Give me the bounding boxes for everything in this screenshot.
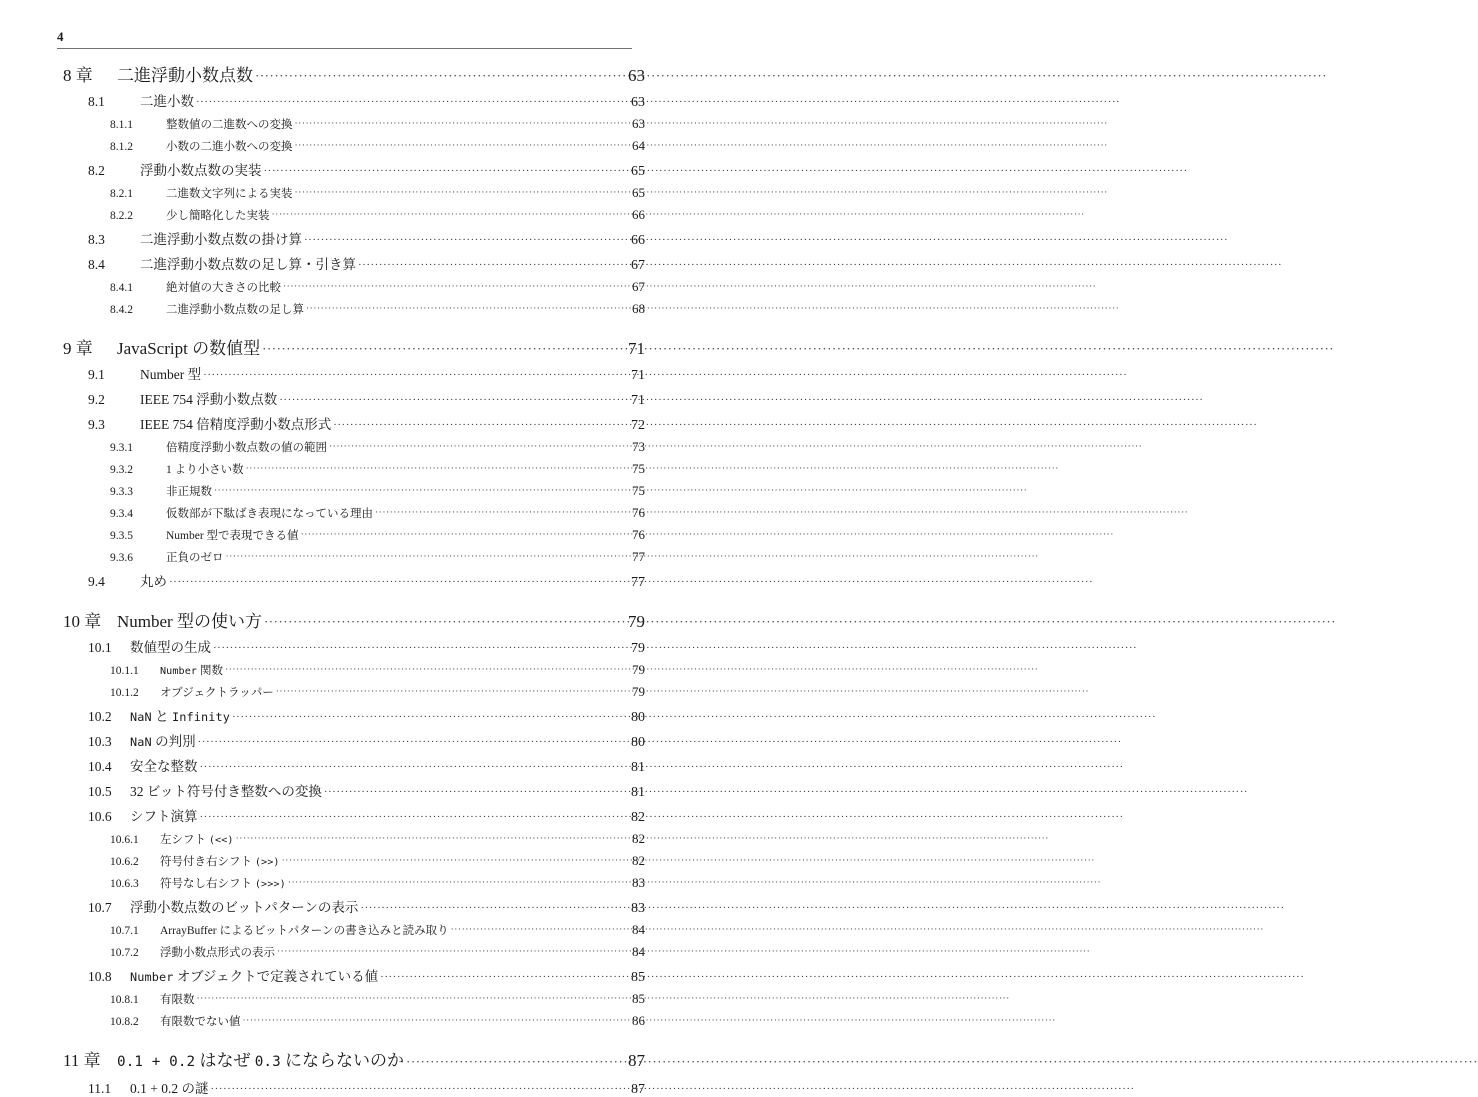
dot-leader (306, 303, 620, 316)
toc-entry-number: 10.6 (88, 809, 112, 824)
toc-entry-number: 8.1.1 (110, 119, 133, 131)
mono-run: Number (160, 666, 198, 677)
dot-leader (295, 118, 621, 131)
toc-entry-title: 有限数 (160, 994, 195, 1006)
toc-entry-title: 二進数文字列による実装 (166, 188, 293, 200)
toc-entry-subsection[interactable] (57, 832, 645, 847)
toc-entry-title: 非正規数 (166, 486, 212, 498)
toc-entry-title: 二進浮動小数点数の足し算・引き算 (140, 257, 356, 272)
toc-entry-title: 左シフト (<<) (160, 834, 234, 846)
toc-entry-title: Number 型の使い方 (117, 612, 262, 631)
dot-leader (200, 810, 619, 825)
toc-entry-number: 9.1 (88, 367, 105, 382)
dot-leader (324, 785, 618, 800)
toc-entry-subsection[interactable] (57, 992, 645, 1007)
toc-entry-title: 浮動小数点数の実装 (140, 163, 262, 178)
toc-entry-title: 絶対値の大きさの比較 (166, 282, 281, 294)
dot-leader (213, 641, 618, 656)
toc-entry-number: 10.6.2 (110, 856, 139, 868)
toc-entry-page: 75 (632, 483, 645, 498)
toc-entry-page: 85 (631, 970, 645, 985)
dot-leader (196, 95, 618, 110)
toc-entry-title: Number オブジェクトで定義されている値 (130, 969, 379, 984)
toc-entry-page: 87 (631, 1082, 645, 1097)
dot-leader (225, 664, 620, 677)
toc-entry-number: 8.4.2 (110, 304, 133, 316)
toc-entry-number: 8.2.2 (110, 210, 133, 222)
dot-leader (279, 393, 618, 408)
dot-leader (276, 686, 620, 699)
toc-entry-number: 9.3.5 (110, 530, 133, 542)
mono-run: (>>) (254, 857, 280, 868)
dot-leader (380, 970, 618, 985)
toc-entry-title: 倍精度浮動小数点数の値の範囲 (166, 442, 327, 454)
toc-entry-title: 浮動小数点数のビットパターンの表示 (130, 900, 359, 915)
dot-leader (262, 339, 603, 358)
dot-leader (288, 877, 620, 890)
toc-entry-page: 76 (632, 505, 645, 520)
toc-entry-number: 10.7 (88, 900, 112, 915)
toc-entry-title: 安全な整数 (130, 759, 198, 774)
toc-entry-page: 82 (632, 831, 645, 846)
toc-entry-number: 8.3 (88, 232, 105, 247)
toc-entry-page: 67 (632, 279, 645, 294)
toc-entry-title: 0.1 + 0.2 の謎 (130, 1081, 209, 1096)
toc-entry-page: 64 (632, 138, 645, 153)
toc-entry-section[interactable] (57, 1081, 645, 1097)
dot-leader (200, 760, 619, 775)
toc-entry-section[interactable] (57, 784, 645, 800)
toc-entry-number: 8 章 (63, 66, 93, 85)
toc-entry-title: 少し簡略化した実装 (166, 210, 270, 222)
toc-entry-section[interactable] (57, 640, 645, 656)
toc-entry-number: 10.1 (88, 640, 112, 655)
toc-entry-page: 79 (631, 641, 645, 656)
toc-entry-page: 80 (631, 735, 645, 750)
toc-entry-section[interactable] (57, 257, 645, 273)
toc-entry-section[interactable] (57, 969, 645, 985)
dot-leader (358, 258, 618, 273)
dot-leader (214, 485, 620, 498)
dot-leader (329, 441, 620, 454)
toc-entry-subsection[interactable] (57, 876, 645, 891)
mono-run: NaN (130, 735, 152, 749)
dot-leader (211, 1082, 619, 1097)
toc-entry-section[interactable] (57, 734, 645, 750)
toc-entry-page: 73 (632, 439, 645, 454)
toc-entry-title: 0.1 + 0.2 はなぜ 0.3 にならないのか (117, 1051, 405, 1070)
folio-number: 4 (57, 29, 64, 44)
dot-leader (451, 924, 620, 937)
toc-entry-page: 79 (632, 662, 645, 677)
toc-entry-page: 83 (631, 901, 645, 916)
toc-entry-title: 丸め (140, 574, 167, 589)
toc-entry-page: 76 (632, 527, 645, 542)
toc-entry-number: 9.4 (88, 574, 105, 589)
dot-leader (169, 575, 618, 590)
toc-entry-number: 10.7.2 (110, 947, 139, 959)
toc-entry-subsection[interactable] (57, 923, 645, 938)
toc-entry-page: 63 (631, 95, 645, 110)
toc-entry-page: 86 (632, 1013, 645, 1028)
toc-entry-subsection[interactable] (57, 945, 645, 960)
toc-entry-title: 小数の二進小数への変換 (166, 141, 293, 153)
toc-entry-page: 79 (628, 612, 645, 631)
toc-entry-title: 正負のゼロ (166, 552, 224, 564)
toc-entry-page: 71 (628, 339, 645, 358)
toc-entry-page: 66 (632, 207, 645, 222)
toc-entry-chapter[interactable] (57, 1051, 645, 1072)
toc-entry-title: JavaScript の数値型 (117, 339, 261, 358)
dot-leader (226, 551, 621, 564)
toc-entry-number: 9 章 (63, 339, 93, 358)
toc-entry-chapter[interactable] (57, 339, 645, 358)
toc-entry-number: 9.3.4 (110, 508, 133, 520)
toc-entry-page: 87 (628, 1051, 645, 1070)
toc-entry-section[interactable] (57, 417, 645, 433)
toc-entry-number: 8.4 (88, 257, 105, 272)
dot-leader (236, 833, 620, 846)
toc-entry-page: 77 (632, 549, 645, 564)
toc-entry-number: 10.3 (88, 734, 112, 749)
toc-entry-subsection[interactable] (57, 484, 645, 499)
toc-entry-page: 71 (631, 368, 645, 383)
dot-leader (243, 1015, 621, 1028)
dot-leader (246, 463, 620, 476)
toc-entry-number: 10.1.1 (110, 665, 139, 677)
toc-entry-title: Number 型 (140, 367, 202, 382)
toc-entry-section[interactable] (57, 709, 645, 725)
toc-entry-subsection[interactable] (57, 186, 645, 201)
toc-page (0, 0, 725, 1097)
toc-entry-page: 79 (632, 684, 645, 699)
mono-run: Number (130, 970, 174, 984)
toc-entry-section[interactable] (57, 163, 645, 179)
toc-entry-page: 84 (632, 944, 645, 959)
dot-leader (198, 735, 618, 750)
toc-entry-title: オブジェクトラッパー (160, 687, 274, 699)
toc-entry-number: 10.8.2 (110, 1016, 139, 1028)
toc-entry-page: 65 (631, 164, 645, 179)
toc-entry-number: 10.6.3 (110, 878, 139, 890)
toc-entry-page: 80 (631, 710, 645, 725)
toc-entry-number: 11 章 (63, 1051, 101, 1070)
toc-entry-section[interactable] (57, 232, 645, 248)
toc-entry-number: 8.4.1 (110, 282, 133, 294)
toc-entry-number: 8.2.1 (110, 188, 133, 200)
toc-entry-number: 9.3.3 (110, 486, 133, 498)
mono-run: (<<) (208, 835, 234, 846)
toc-entry-chapter[interactable] (57, 66, 645, 85)
toc-entry-chapter[interactable] (57, 612, 645, 631)
toc-entry-subsection[interactable] (57, 854, 645, 869)
toc-entry-page: 75 (632, 461, 645, 476)
toc-entry-subsection[interactable] (57, 506, 645, 521)
toc-entry-title: 有限数でない値 (160, 1016, 241, 1028)
mono-run: NaN (130, 710, 152, 724)
toc-entry-title: Number 関数 (160, 665, 223, 677)
toc-entry-number: 10.4 (88, 759, 112, 774)
toc-entry-subsection[interactable] (57, 685, 645, 700)
toc-entry-number: 10.1.2 (110, 687, 139, 699)
toc-entry-title: IEEE 754 倍精度浮動小数点形式 (140, 417, 332, 432)
dot-leader (333, 418, 618, 433)
dot-leader (197, 993, 621, 1006)
toc-entry-subsection[interactable] (57, 440, 645, 455)
table-of-contents (57, 66, 645, 1097)
header-rule (57, 48, 632, 49)
toc-entry-title: 32 ビット符号付き整数への変換 (130, 784, 322, 799)
dot-leader (282, 855, 620, 868)
toc-entry-page: 71 (631, 393, 645, 408)
toc-entry-title: 浮動小数点形式の表示 (160, 947, 275, 959)
toc-entry-title: Number 型で表現できる値 (166, 530, 299, 542)
toc-entry-number: 10 章 (63, 612, 102, 631)
toc-entry-subsection[interactable] (57, 117, 645, 132)
toc-entry-page: 65 (632, 185, 645, 200)
toc-entry-title: 符号なし右シフト (>>>) (160, 878, 286, 890)
dot-leader (295, 187, 621, 200)
toc-entry-section[interactable] (57, 94, 645, 110)
toc-entry-title: 整数値の二進数への変換 (166, 119, 293, 131)
toc-entry-number: 8.2 (88, 163, 105, 178)
toc-entry-page: 72 (631, 418, 645, 433)
toc-entry-title: NaN の判別 (130, 734, 196, 749)
toc-entry-page: 63 (632, 116, 645, 131)
toc-entry-number: 9.3.1 (110, 442, 133, 454)
toc-entry-title: 二進浮動小数点数の足し算 (166, 304, 304, 316)
page-header (57, 30, 632, 49)
toc-entry-number: 8.1.2 (110, 141, 133, 153)
toc-entry-page: 68 (632, 301, 645, 316)
toc-entry-number: 10.8.1 (110, 994, 139, 1006)
toc-entry-subsection[interactable] (57, 663, 645, 678)
dot-leader (232, 710, 618, 725)
toc-entry-subsection[interactable] (57, 139, 645, 154)
toc-entry-page: 66 (631, 233, 645, 248)
dot-leader (295, 140, 621, 153)
toc-entry-number: 10.8 (88, 969, 112, 984)
toc-entry-number: 10.6.1 (110, 834, 139, 846)
mono-run: (>>>) (254, 879, 286, 890)
toc-entry-page: 77 (631, 575, 645, 590)
dot-leader (264, 164, 619, 179)
mono-run: 0.1 + 0.2 (117, 1054, 196, 1070)
toc-entry-title: IEEE 754 浮動小数点数 (140, 392, 278, 407)
toc-entry-number: 9.3.2 (110, 464, 133, 476)
toc-entry-subsection[interactable] (57, 302, 645, 317)
toc-entry-title: 1 より小さい数 (166, 464, 244, 476)
dot-leader (360, 901, 618, 916)
mono-run: 0.3 (254, 1054, 281, 1070)
toc-entry-section[interactable] (57, 900, 645, 916)
toc-entry-number: 9.3 (88, 417, 105, 432)
toc-entry-title: 二進浮動小数点数 (117, 66, 253, 85)
toc-entry-section[interactable] (57, 809, 645, 825)
dot-leader (277, 946, 620, 959)
dot-leader (301, 529, 620, 542)
toc-entry-title: 数値型の生成 (130, 640, 211, 655)
toc-entry-subsection[interactable] (57, 280, 645, 295)
toc-entry-subsection[interactable] (57, 550, 645, 565)
toc-entry-page: 63 (628, 66, 645, 85)
toc-entry-page: 82 (632, 853, 645, 868)
toc-entry-number: 9.3.6 (110, 552, 133, 564)
toc-entry-section[interactable] (57, 367, 645, 383)
dot-leader (264, 612, 603, 631)
toc-entry-page: 85 (632, 991, 645, 1006)
toc-entry-page: 83 (632, 875, 645, 890)
toc-entry-title: 仮数部が下駄ばき表現になっている理由 (166, 508, 373, 520)
dot-leader (255, 66, 603, 85)
toc-entry-section[interactable] (57, 759, 645, 775)
toc-entry-title: 二進浮動小数点数の掛け算 (140, 232, 302, 247)
toc-entry-page: 67 (631, 258, 645, 273)
dot-leader (283, 281, 620, 294)
toc-entry-title: NaN と Infinity (130, 709, 230, 724)
toc-entry-title: シフト演算 (130, 809, 198, 824)
dot-leader (203, 368, 618, 383)
dot-leader (272, 209, 621, 222)
mono-run: Infinity (172, 710, 230, 724)
toc-entry-section[interactable] (57, 574, 645, 590)
dot-leader (375, 507, 620, 520)
toc-entry-page: 84 (632, 922, 645, 937)
toc-entry-number: 10.5 (88, 784, 112, 799)
toc-entry-number: 10.7.1 (110, 925, 139, 937)
toc-entry-subsection[interactable] (57, 528, 645, 543)
toc-entry-title: 二進小数 (140, 94, 194, 109)
toc-entry-subsection[interactable] (57, 208, 645, 223)
toc-entry-number: 10.2 (88, 709, 112, 724)
toc-entry-subsection[interactable] (57, 1014, 645, 1029)
toc-entry-subsection[interactable] (57, 462, 645, 477)
toc-entry-page: 81 (631, 760, 645, 775)
dot-leader (406, 1052, 603, 1071)
toc-entry-number: 8.1 (88, 94, 105, 109)
toc-entry-number: 9.2 (88, 392, 105, 407)
dot-leader (304, 233, 618, 248)
toc-entry-title: 符号付き右シフト (>>) (160, 856, 280, 868)
toc-entry-page: 82 (631, 810, 645, 825)
toc-entry-number: 11.1 (88, 1081, 112, 1096)
toc-entry-title: ArrayBuffer によるビットパターンの書き込みと読み取り (160, 925, 449, 937)
toc-entry-page: 81 (631, 785, 645, 800)
toc-entry-section[interactable] (57, 392, 645, 408)
